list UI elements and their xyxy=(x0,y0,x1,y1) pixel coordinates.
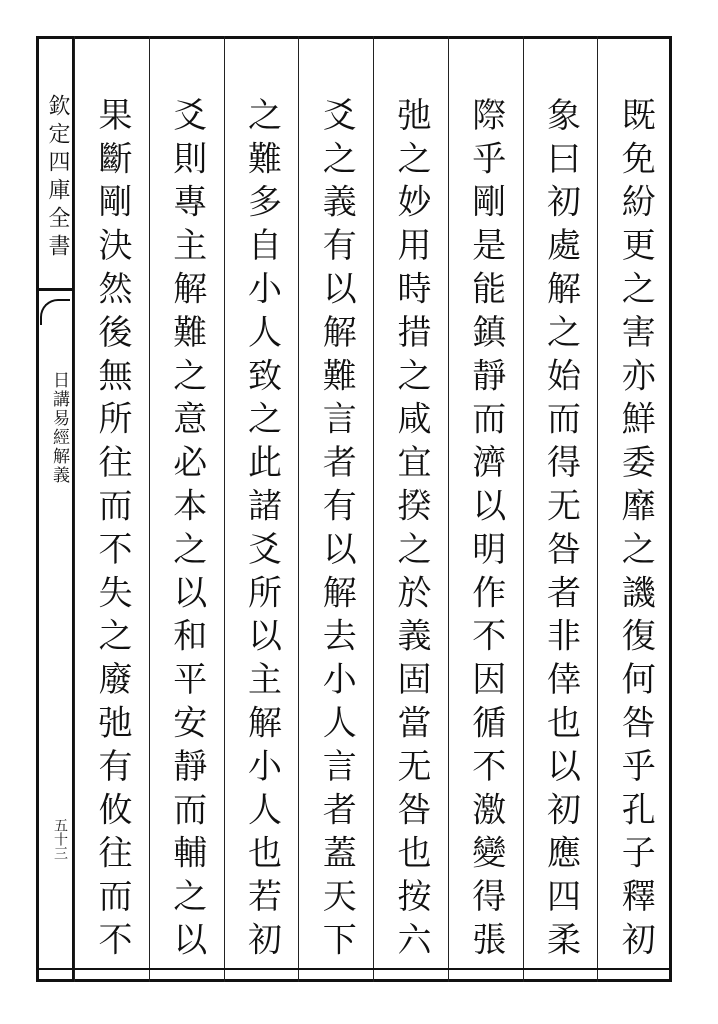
column-text: 爻之義有以解難言者有以解去小人言者蓋天下 xyxy=(316,97,357,965)
text-column-3 xyxy=(448,36,523,982)
margin-column xyxy=(36,36,74,982)
text-column-7 xyxy=(149,36,224,982)
text-column-8 xyxy=(74,36,149,982)
column-text: 際乎剛是能鎮靜而濟以明作不因循不激變得張 xyxy=(465,97,506,965)
book-title: 欽定四庫全書 xyxy=(45,94,70,262)
text-column-4 xyxy=(373,36,448,982)
text-column-5 xyxy=(298,36,373,982)
text-column-1 xyxy=(597,36,672,982)
text-columns xyxy=(74,36,672,982)
fishtail-ornament xyxy=(36,288,74,332)
text-column-2 xyxy=(523,36,598,982)
column-text: 之難多自小人致之此諸爻所以主解小人也若初 xyxy=(241,97,282,965)
column-text: 既免紛更之害亦鮮委靡之譏復何咎乎孔子釋初 xyxy=(615,97,656,965)
column-text: 果斷剛決然後無所往而不失之廢弛有攸往而不 xyxy=(92,97,132,965)
text-column-6 xyxy=(224,36,299,982)
column-text: 爻則專主解難之意必本之以和平安靜而輔之以 xyxy=(166,97,207,965)
page-number: 五十三 xyxy=(52,818,68,860)
volume-title: 日講易經解義 xyxy=(49,371,69,485)
bottom-rule xyxy=(36,968,672,970)
column-text: 弛之妙用時措之咸宜揆之於義固當无咎也按六 xyxy=(391,97,431,965)
column-text: 象曰初處解之始而得无咎者非倖也以初應四柔 xyxy=(540,97,581,965)
